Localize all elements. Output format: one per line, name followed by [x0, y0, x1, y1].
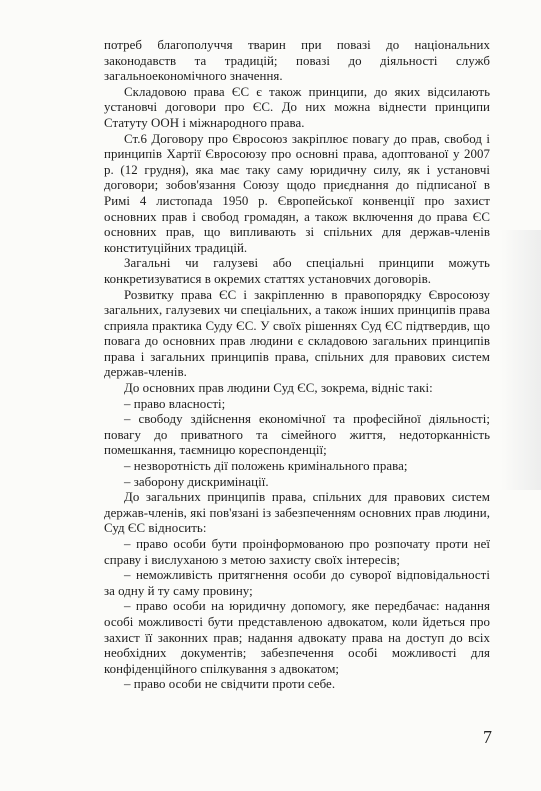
body-text: [104, 38, 490, 693]
paragraph-5: Розвитку права ЄС і закріпленню в правопорядку Євросоюзу загальних, галузевих чи спеціальних, а також інших принципів права сприяла практика Суду ЄС. У своїх рішеннях Суд ЄС підтвердив, що повага до основних прав людини є складовою загальних принципів права і загальних принципів права, спільних для правових систем держав-членів.: [104, 287, 490, 380]
list-item-freedom: – свободу здійснення економічної та професійної діяльності; повагу до приватного та сімейного життя, недоторканність помешкання, таємницю кореспонденції;: [104, 412, 490, 458]
paragraph-7: До загальних принципів права, спільних для правових систем держав-членів, які пов'язані із забезпеченням основних прав людини, Суд ЄС відносить:: [104, 490, 490, 536]
list-item-informed: – право особи бути проінформованою про розпочату проти неї справу і вислуханою з метою захисту своїх інтересів;: [104, 537, 490, 567]
paragraph-6: До основних прав людини Суд ЄС, зокрема, відніс такі:: [124, 381, 433, 396]
paragraph-4: Загальні чи галузеві або спеціальні принципи можуть конкретизуватися в окремих статтях установчих договорів.: [104, 256, 490, 286]
scan-shadow: [501, 230, 541, 490]
paragraph-2: Складовою права ЄС є також принципи, до яких відсилають установчі договори про ЄС. До них можна віднести принципи Статуту ООН і міжнародного права.: [104, 84, 490, 130]
list-item-non-retroactivity: – незворотність дії положень кримінального права;: [124, 459, 408, 474]
list-item-double-jeopardy: – неможливість притягнення особи до суворої відповідальності за одну й ту саму провину;: [104, 568, 490, 598]
paragraph-3: Ст.6 Договору про Євросоюз закріплює повагу до прав, свобод і принципів Хартії Євросоюзу про основні права, адоптованої у 2007 р. (12 грудня), яка має таку саму юридичну силу, як і установчі договори; зобов'язання Союзу щодо приєднання до підписаної в Римі 4 листопада 1950 р. Європейської конвенції про захист основних прав і свобод громадян, а також включення до права ЄС основних прав, що випливають зі спільних для держав-членів конституційних традицій.: [104, 131, 490, 255]
list-item-self-incrimination: – право особи не свідчити проти себе.: [124, 677, 336, 692]
list-item-property: – право власності;: [124, 396, 226, 411]
list-item-non-discrimination: – заборону дискримінації.: [124, 474, 269, 489]
list-item-legal-aid: – право особи на юридичну допомогу, яке передбачає: надання особі можливості бути представленою адвокатом, коли йдеться про захист її законних прав; надання адвокату права на доступ до всіх необхідних документів; забезпечення особі можливості для конфіденційного спілкування з адвокатом;: [104, 599, 490, 676]
page-number: 7: [483, 727, 492, 747]
paragraph-1: потреб благополуччя тварин при повазі до національних законодавств та традицій; повазі до діяльності служб загальноекономічного значення.: [104, 38, 490, 84]
